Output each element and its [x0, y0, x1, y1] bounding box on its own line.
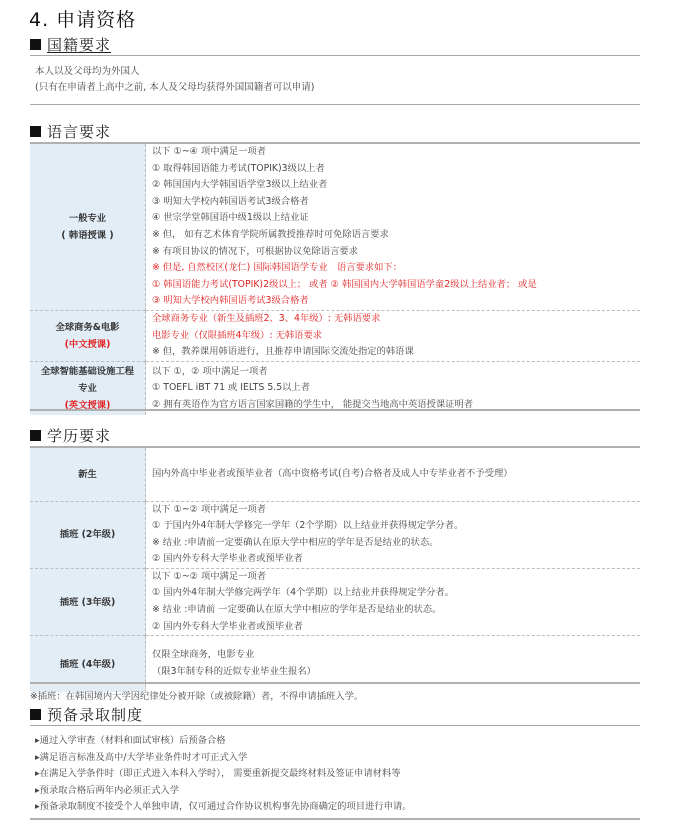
row-content: 仅限全球商务，电影专业 （限3年制专科的近似专业毕业生报名） — [146, 636, 641, 692]
row-content: 以下 ①，② 项中满足一项者 ① TOEFL iBT 71 或 IELTS 5.5以上者 ② 拥有英语作为官方语言国家国籍的学生中， 能提交当地高中英语授课证明者 — [146, 361, 641, 415]
row-label: 插班 (2年级) — [30, 501, 146, 568]
square-bullet-icon — [30, 709, 41, 720]
row-content: 全球商务专业（新生及插班2、3、4年级）: 无韩语要求 电影专业（仅限插班4年级）: 无韩语要求 ※ 但，教养课用韩语进行，且推荐申请国际交流处指定的韩语课 — [146, 310, 641, 361]
square-bullet-icon — [30, 430, 41, 441]
nationality-line: 本人以及父母均为外国人 — [35, 66, 140, 77]
list-item: ▸通过入学审查（材料和面试审核）后预备合格 — [35, 735, 226, 746]
table-row — [30, 310, 640, 361]
row-content: 国内外高中毕业者或预毕业者（高中资格考试(自考)合格者及成人中专毕业者不予受理） — [152, 467, 513, 479]
row-content: 以下 ①~④ 项中满足一项者 ① 取得韩国语能力考试(TOPIK)3级以上者 ② 韩国国内大学韩国语学堂3级以上结业者 ③ 明知大学校内韩国语考试3级合格者 ④ 世宗学堂韩国语中级1级以上结业证 ※ 但， 如有艺术体育学院所属教授推荐时可免除语言要求 ※ 有项目协议的情况下，可根据协议免除语言要求 ※ 但是, 自然校区(龙仁) 国际韩国语学专业 语言要求如下： ① 韩国语能力考试(TOPIK)2级以上； 或者 ② 韩国国内大学韩国语学童2级以上结业者； 或是 ③ 明知大学校内韩国语考试3级合格者 — [152, 146, 537, 307]
divider — [30, 818, 640, 820]
table-row — [30, 448, 640, 501]
row-label: 全球智能基础设施工程 专业 (英文授课) — [30, 361, 146, 415]
row-label: 一般专业 ( 韩语授课 ) — [30, 144, 146, 310]
nationality-text — [35, 64, 314, 96]
language-heading: 语言要求 — [30, 121, 111, 142]
square-bullet-icon — [30, 126, 41, 137]
preadmission-heading: 预备录取制度 — [30, 704, 143, 725]
row-label: 新生 — [30, 448, 146, 501]
list-item: ▸在满足入学条件时（即正式进入本科入学时）， 需要重新提交最终材料及签证申请材料等 — [35, 768, 401, 780]
list-item: ▸预录取合格后两年内必须正式入学 — [35, 784, 180, 796]
table-row — [30, 144, 640, 310]
education-heading: 学历要求 — [30, 425, 111, 446]
table-row — [30, 361, 640, 415]
divider — [30, 409, 640, 411]
education-table — [30, 448, 640, 692]
page-title: 4. 申请资格 — [29, 9, 137, 31]
table-row — [30, 501, 640, 568]
row-label: 全球商务&电影 (中文授课) — [30, 310, 146, 361]
row-content: 以下 ①~② 项中满足一项者 ① 国内外4年制大学修完两学年（4个学期）以上结业并获得规定学分者。 ※ 结业 :申请前 一定要确认在原大学中相应的学年是否是结业的状态。 ② 国内外专科大学毕业者或预毕业者 — [146, 568, 641, 635]
row-content: 以下 ①~② 项中满足一项者 ① 于国内外4年制大学修完一学年（2个学期）以上结业并获得规定学分者。 ※ 结业 :申请前一定要确认在原大学中相应的学年是否是结业的状态。 ② 国内外专科大学毕业者或预毕业者 — [146, 501, 641, 568]
list-item: ▸满足语言标准及高中/大学毕业条件时才可正式入学 — [35, 751, 248, 763]
row-label: 插班 (4年级) — [30, 636, 146, 692]
nationality-line: (只有在申请者上高中之前, 本人及父母均获得外国国籍者可以申请) — [35, 82, 315, 93]
divider — [30, 682, 640, 684]
row-label: 插班 (3年级) — [30, 568, 146, 635]
divider — [30, 104, 640, 105]
square-bullet-icon — [30, 39, 41, 50]
divider — [30, 55, 640, 56]
divider — [30, 725, 640, 726]
education-footnote: ※插班：在韩国境内大学因纪律处分被开除（或被除籍）者，不得申请插班入学。 — [30, 691, 364, 702]
preadmission-list — [35, 733, 412, 816]
language-table — [30, 144, 640, 415]
list-item: ▸预备录取制度不接受个人单独申请，仅可通过合作协议机构事先协商确定的项目进行申请。 — [35, 801, 412, 813]
table-row — [30, 568, 640, 635]
nationality-heading: 国籍要求 — [30, 34, 111, 55]
